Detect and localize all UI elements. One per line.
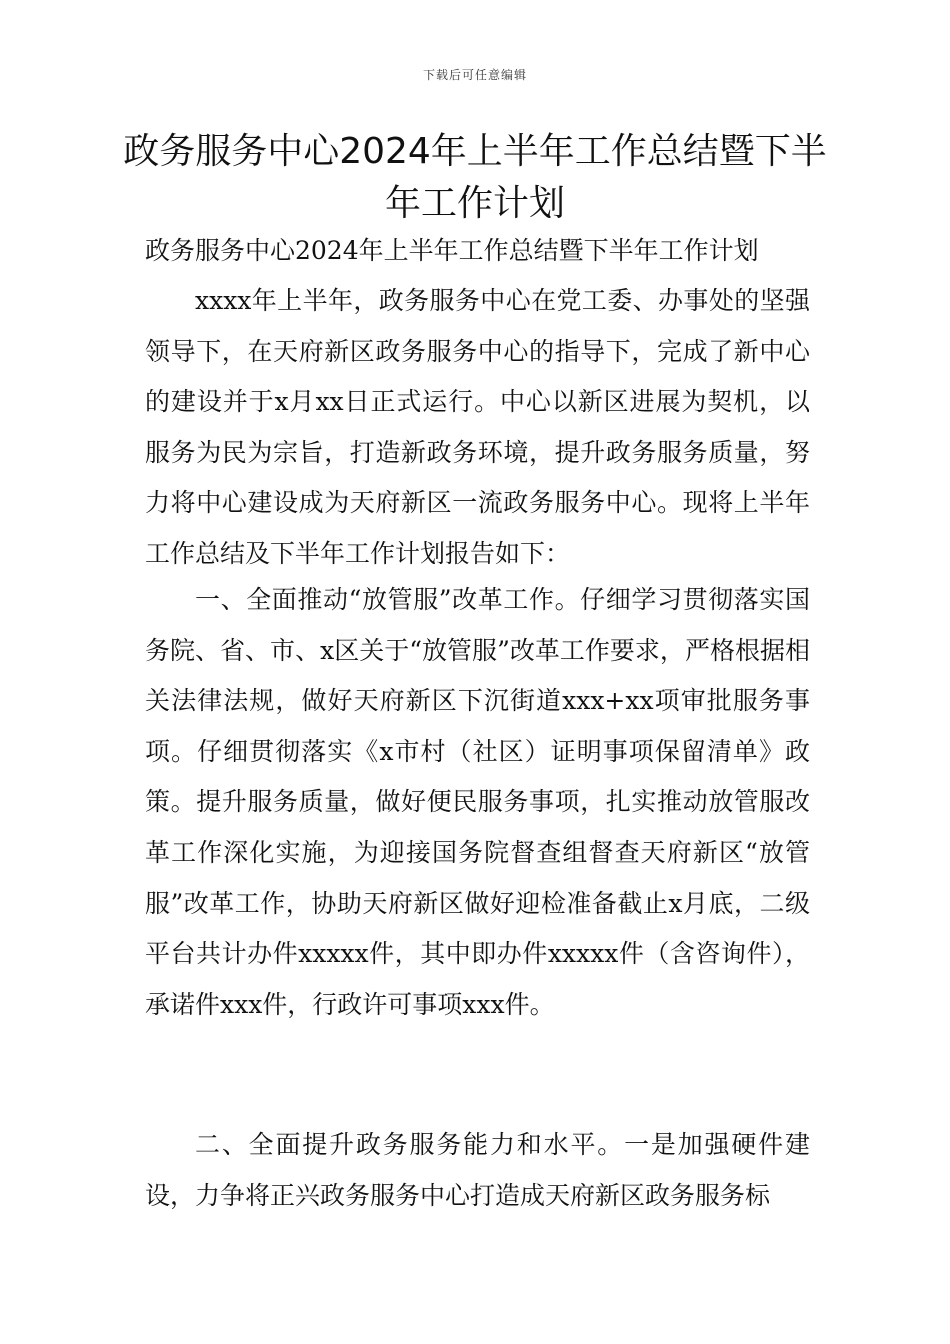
document-title: 政务服务中心2024年上半年工作总结暨下半年工作计划 — [123, 131, 827, 224]
document-subtitle: 政务服务中心2024年上半年工作总结暨下半年工作计划 — [145, 236, 759, 265]
paragraph-intro: xxxx年上半年，政务服务中心在党工委、办事处的坚强领导下，在天府新区政务服务中心的指导下，完成了新中心的建设并于x月xx日正式运行。中心以新区进展为契机，以服务为民为宗旨，打造新政务环境，提升政务服务质量，努力将中心建设成为天府新区一流政务服务中心。现将上半年工作总结及下半年工作计划报告如下： — [145, 286, 810, 568]
paragraph-section-one: 一、全面推动“放管服”改革工作。仔细学习贯彻落实国务院、省、市、x区关于“放管服”改革工作要求，严格根据相关法律法规，做好天府新区下沉街道xxx+xx项审批服务事项。仔细贯彻落实《x市村（社区）证明事项保留清单》政策。提升服务质量，做好便民服务事项，扎实推动放管服改革工作深化实施，为迎接国务院督查组督查天府新区“放管服”改革工作，协助天府新区做好迎检准备截止x月底，二级平台共计办件xxxxx件，其中即办件xxxxx件（含咨询件），承诺件xxx件，行政许可事项xxx件。 — [145, 585, 810, 1019]
page-header-note: 下载后可任意编辑 — [422, 68, 527, 82]
paragraph-section-two: 二、全面提升政务服务能力和水平。一是加强硬件建设，力争将正兴政务服务中心打造成天府新区政务服务标 — [145, 1130, 810, 1210]
